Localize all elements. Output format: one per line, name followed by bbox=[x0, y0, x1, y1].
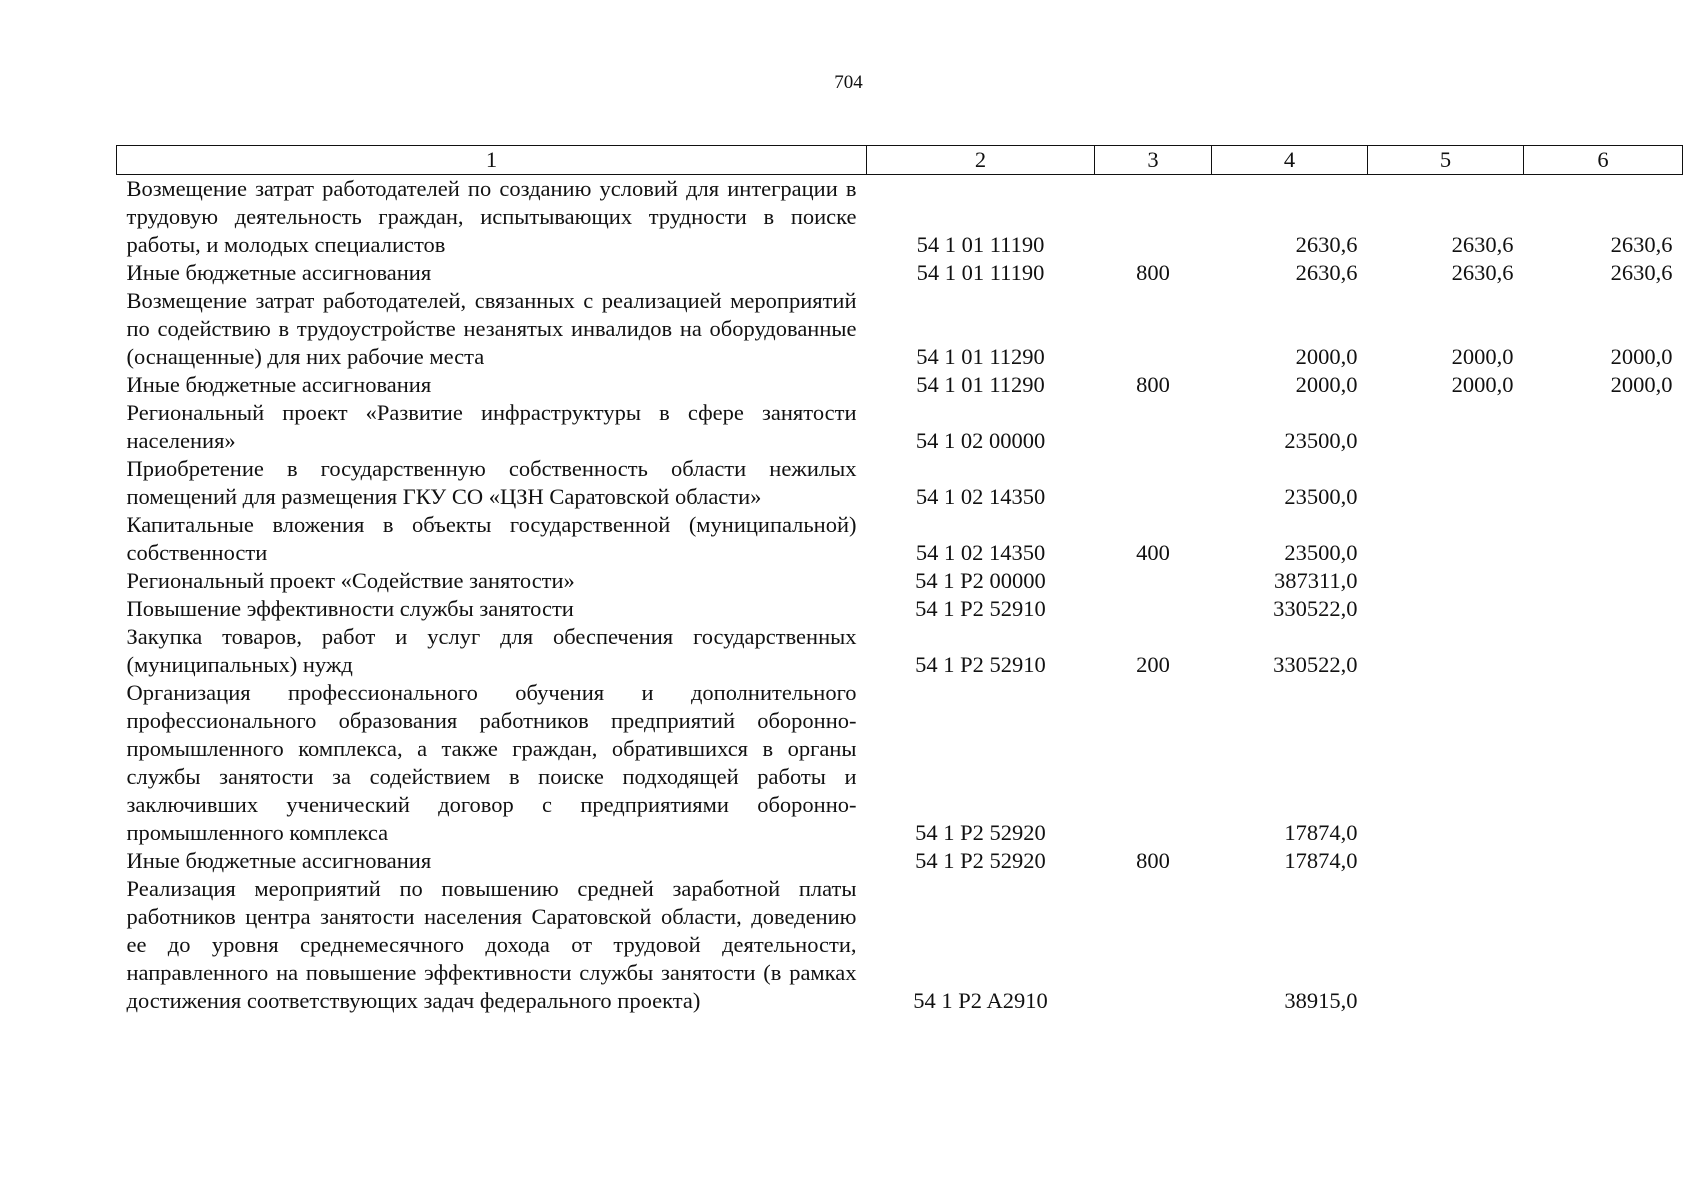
row-target-code: 54 1 P2 52920 bbox=[915, 848, 1046, 873]
row-description: Возмещение затрат работодателей, связанных с реализацией мероприятий по содействию в трудоустройстве незанятых инвалидов на оборудованные (оснащенные) для них рабочие места bbox=[126, 288, 857, 369]
table-row bbox=[117, 847, 1683, 875]
row-value-col4: 23500,0 bbox=[1284, 484, 1358, 509]
column-header-6: 6 bbox=[1524, 146, 1683, 175]
row-description: Возмещение затрат работодателей по созданию условий для интеграции в трудовую деятельность граждан, испытывающих трудности в поиске работы, и молодых специалистов bbox=[126, 176, 857, 257]
row-expense-type bbox=[1095, 455, 1212, 511]
row-expense-type bbox=[1095, 287, 1212, 371]
column-header-5: 5 bbox=[1368, 146, 1524, 175]
row-value-col4: 330522,0 bbox=[1273, 652, 1358, 677]
row-value-col4: 2000,0 bbox=[1295, 344, 1358, 369]
row-expense-type bbox=[1095, 679, 1212, 847]
row-target-code: 54 1 02 00000 bbox=[915, 428, 1046, 453]
row-value-col5 bbox=[1368, 875, 1524, 1015]
row-value-col5 bbox=[1368, 595, 1524, 623]
row-target-code: 54 1 P2 52910 bbox=[915, 652, 1046, 677]
row-description: Иные бюджетные ассигнования bbox=[126, 848, 432, 873]
table-body bbox=[117, 175, 1683, 1016]
row-target-code: 54 1 P2 52910 bbox=[915, 596, 1046, 621]
row-expense-type bbox=[1095, 175, 1212, 260]
row-value-col4: 23500,0 bbox=[1284, 540, 1358, 565]
row-expense-type: 800 bbox=[1136, 848, 1170, 873]
row-description: Капитальные вложения в объекты государственной (муниципальной) собственности bbox=[126, 512, 857, 565]
row-description: Приобретение в государственную собственность области нежилых помещений для размещения ГКУ СО «ЦЗН Саратовской области» bbox=[126, 456, 857, 509]
row-description: Иные бюджетные ассигнования bbox=[126, 260, 432, 285]
row-value-col5: 2630,6 bbox=[1451, 260, 1514, 285]
row-value-col5: 2000,0 bbox=[1451, 344, 1514, 369]
row-value-col5 bbox=[1368, 455, 1524, 511]
row-target-code: 54 1 P2 A2910 bbox=[913, 988, 1048, 1013]
row-value-col4: 17874,0 bbox=[1284, 820, 1358, 845]
row-expense-type: 400 bbox=[1136, 540, 1170, 565]
row-value-col4: 330522,0 bbox=[1273, 596, 1358, 621]
row-value-col6 bbox=[1524, 875, 1683, 1015]
table-row bbox=[117, 371, 1683, 399]
row-value-col5 bbox=[1368, 623, 1524, 679]
row-description: Региональный проект «Содействие занятости» bbox=[126, 568, 575, 593]
table-row bbox=[117, 567, 1683, 595]
table-row bbox=[117, 875, 1683, 1015]
row-value-col6: 2630,6 bbox=[1610, 260, 1673, 285]
row-value-col4: 2630,6 bbox=[1295, 232, 1358, 257]
row-description: Иные бюджетные ассигнования bbox=[126, 372, 432, 397]
row-target-code: 54 1 P2 00000 bbox=[915, 568, 1046, 593]
row-expense-type: 800 bbox=[1136, 260, 1170, 285]
row-value-col5 bbox=[1368, 399, 1524, 455]
row-target-code: 54 1 01 11290 bbox=[916, 344, 1045, 369]
row-description: Реализация мероприятий по повышению средней заработной платы работников центра занятости населения Саратовской области, доведению ее до уровня среднемесячного дохода от трудовой деятельности, направленного на повышение эффективности службы занятости (в рамках достижения соответствующих задач федерального проекта) bbox=[126, 876, 857, 1013]
row-target-code: 54 1 P2 52920 bbox=[915, 820, 1046, 845]
row-value-col4: 387311,0 bbox=[1273, 568, 1358, 593]
column-header-1: 1 bbox=[117, 146, 867, 175]
row-expense-type: 200 bbox=[1136, 652, 1170, 677]
row-value-col5 bbox=[1368, 511, 1524, 567]
row-target-code: 54 1 01 11290 bbox=[916, 372, 1045, 397]
row-description: Региональный проект «Развитие инфраструктуры в сфере занятости населения» bbox=[126, 400, 857, 453]
row-value-col4: 23500,0 bbox=[1284, 428, 1358, 453]
row-value-col6 bbox=[1524, 623, 1683, 679]
row-value-col4: 2630,6 bbox=[1295, 260, 1358, 285]
table-row bbox=[117, 259, 1683, 287]
row-value-col4: 2000,0 bbox=[1295, 372, 1358, 397]
table-row bbox=[117, 455, 1683, 511]
row-description: Организация профессионального обучения и дополнительного профессионального образования работников предприятий оборонно-промышленного комплекса, а также граждан, обратившихся в органы службы занятости за содействием в поиске подходящей работы и заключивших ученический договор с предприятиями оборонно-промышленного комплекса bbox=[126, 680, 857, 845]
table-row bbox=[117, 595, 1683, 623]
table-header-row bbox=[117, 146, 1683, 175]
row-value-col5 bbox=[1368, 847, 1524, 875]
row-value-col6 bbox=[1524, 847, 1683, 875]
column-header-2: 2 bbox=[867, 146, 1095, 175]
table-row bbox=[117, 679, 1683, 847]
column-header-4: 4 bbox=[1212, 146, 1368, 175]
row-value-col6: 2630,6 bbox=[1610, 232, 1673, 257]
row-expense-type bbox=[1095, 399, 1212, 455]
table-row bbox=[117, 399, 1683, 455]
row-value-col5 bbox=[1368, 567, 1524, 595]
row-value-col6 bbox=[1524, 679, 1683, 847]
row-value-col6 bbox=[1524, 595, 1683, 623]
row-value-col6 bbox=[1524, 455, 1683, 511]
row-value-col5: 2000,0 bbox=[1451, 372, 1514, 397]
row-description: Закупка товаров, работ и услуг для обеспечения государственных (муниципальных) нужд bbox=[126, 624, 857, 677]
column-header-3: 3 bbox=[1095, 146, 1212, 175]
table-row bbox=[117, 287, 1683, 371]
row-value-col6 bbox=[1524, 399, 1683, 455]
budget-table bbox=[116, 145, 1683, 1015]
row-value-col6: 2000,0 bbox=[1610, 344, 1673, 369]
row-expense-type: 800 bbox=[1136, 372, 1170, 397]
row-value-col6 bbox=[1524, 567, 1683, 595]
row-expense-type bbox=[1095, 567, 1212, 595]
row-expense-type bbox=[1095, 875, 1212, 1015]
row-target-code: 54 1 02 14350 bbox=[915, 484, 1046, 509]
table-row bbox=[117, 511, 1683, 567]
page-number: 704 bbox=[834, 72, 863, 93]
row-value-col4: 38915,0 bbox=[1284, 988, 1358, 1013]
row-expense-type bbox=[1095, 595, 1212, 623]
row-value-col6: 2000,0 bbox=[1610, 372, 1673, 397]
row-target-code: 54 1 01 11190 bbox=[916, 260, 1045, 285]
row-description: Повышение эффективности службы занятости bbox=[126, 596, 574, 621]
row-value-col5 bbox=[1368, 679, 1524, 847]
row-target-code: 54 1 01 11190 bbox=[916, 232, 1045, 257]
row-value-col4: 17874,0 bbox=[1284, 848, 1358, 873]
table-row bbox=[117, 623, 1683, 679]
row-value-col6 bbox=[1524, 511, 1683, 567]
row-value-col5: 2630,6 bbox=[1451, 232, 1514, 257]
table-row bbox=[117, 175, 1683, 260]
row-target-code: 54 1 02 14350 bbox=[915, 540, 1046, 565]
